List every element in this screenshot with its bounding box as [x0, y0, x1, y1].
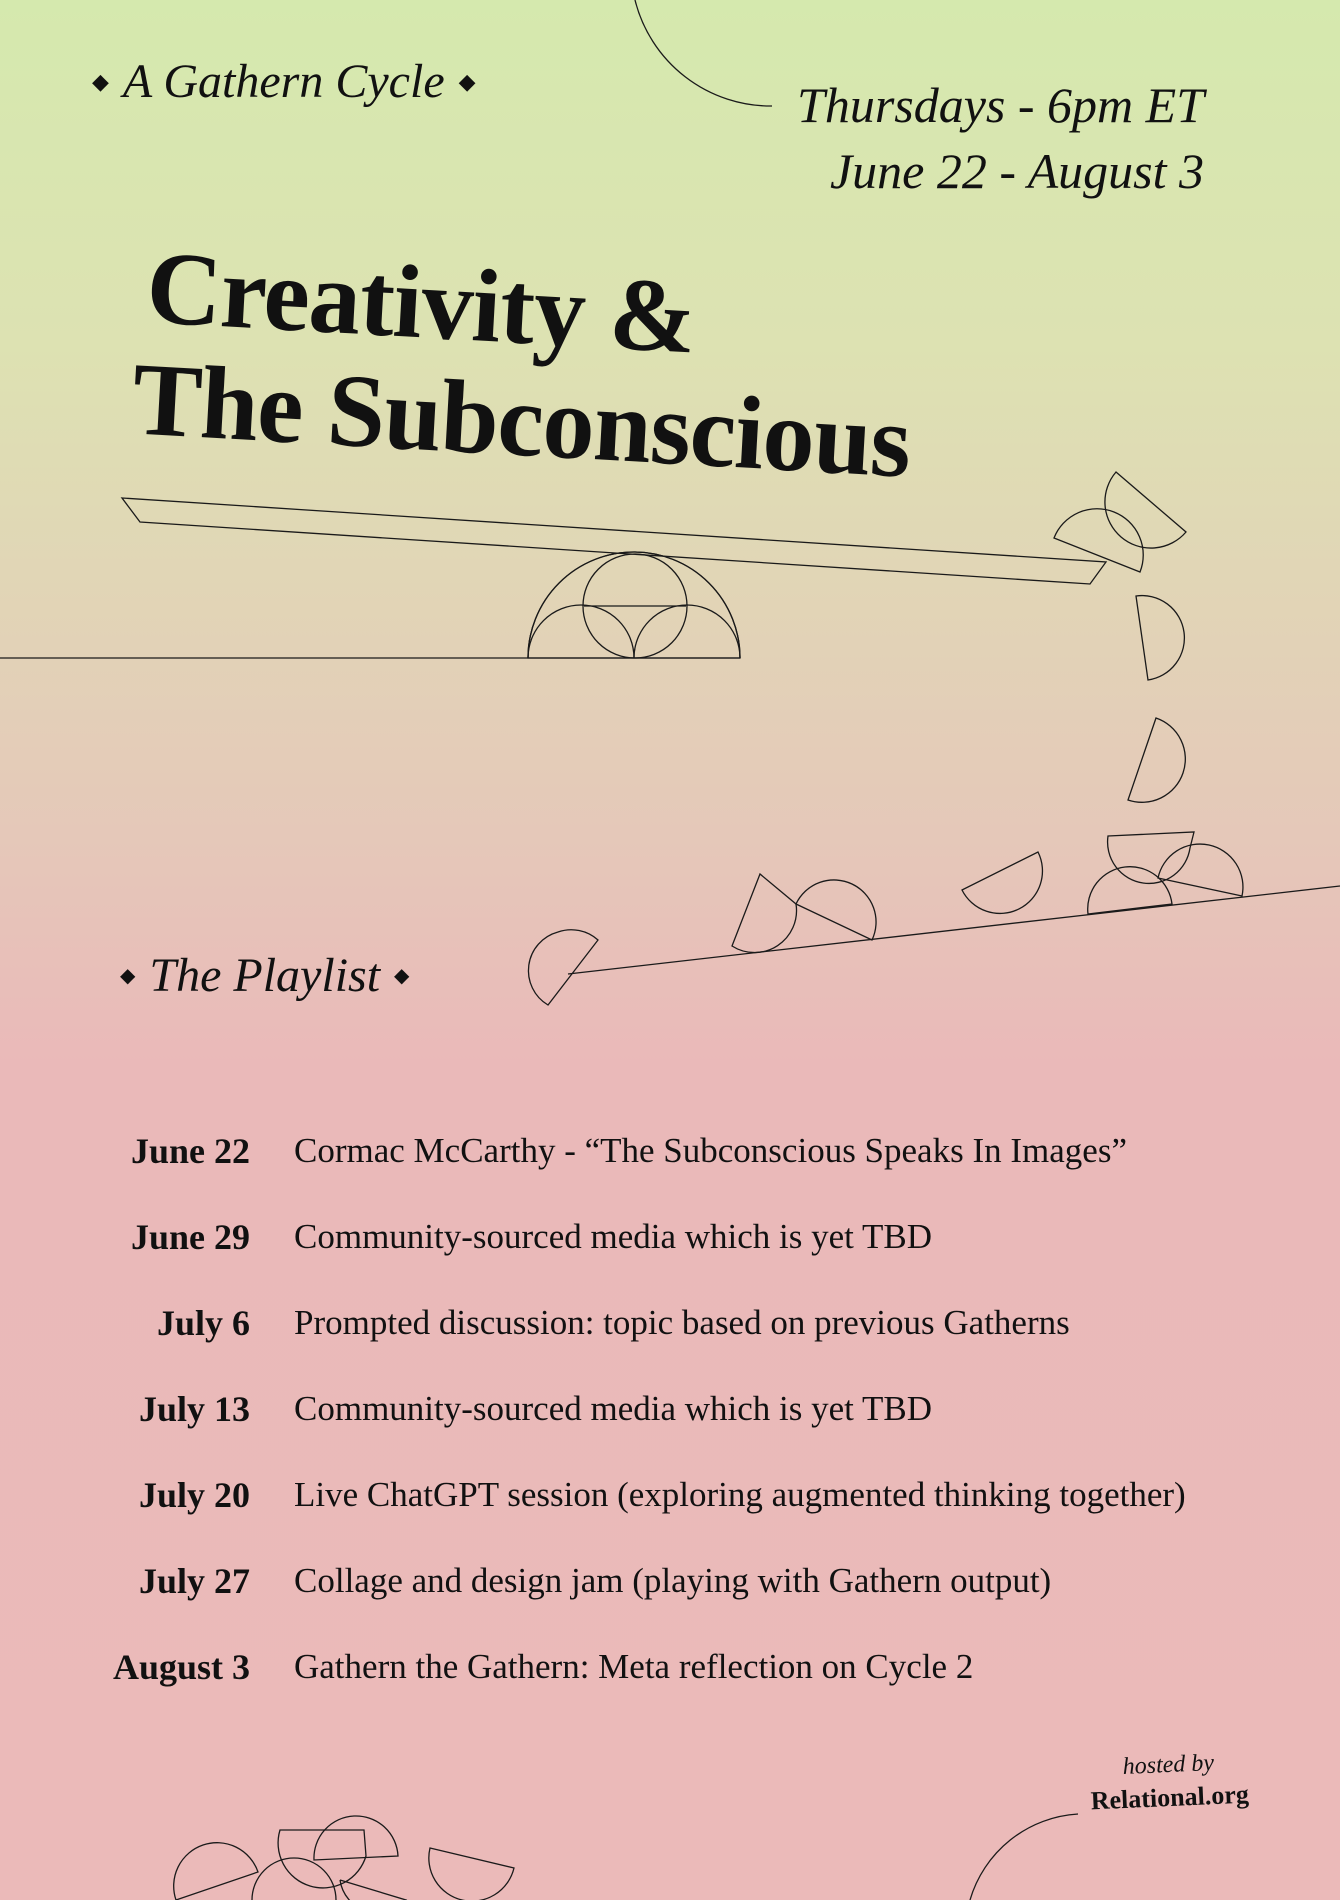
playlist-heading-text: The Playlist [149, 949, 381, 1002]
falling-half-4 [1128, 718, 1185, 802]
item-date: July 6 [156, 1303, 250, 1343]
playlist-list [60, 1108, 1330, 1710]
diamond-icon: ◆ [120, 965, 136, 988]
bottom-half-1 [174, 1843, 258, 1900]
page-title [129, 230, 919, 500]
item-date: July 20 [138, 1475, 250, 1515]
seesaw-plank [122, 498, 1106, 584]
item-date: July 13 [138, 1389, 250, 1429]
fulcrum-half-left [528, 552, 740, 658]
bottom-half-2 [252, 1858, 336, 1900]
schedule-dates: June 22 - August 3 [829, 143, 1204, 199]
title-line-1: Creativity & [143, 230, 699, 376]
item-date: July 27 [138, 1561, 250, 1601]
kicker-text: A Gathern Cycle [122, 55, 445, 108]
item-description: Cormac McCarthy - “The Subconscious Speaks In Images” [294, 1131, 1127, 1170]
falling-half-3 [1136, 596, 1184, 680]
list-item [60, 1280, 1330, 1366]
item-description: Live ChatGPT session (exploring augmented thinking together) [294, 1475, 1186, 1514]
list-item [60, 1366, 1330, 1452]
top-arc [635, 0, 772, 106]
title-line-2: The Subconscious [129, 341, 914, 500]
hosted-by-label: hosted by [1121, 1750, 1215, 1780]
list-item [60, 1538, 1330, 1624]
falling-half-1 [1054, 509, 1143, 572]
item-description: Community-sourced media which is yet TBD [294, 1389, 933, 1428]
item-date: June 22 [130, 1131, 250, 1171]
slope-line [568, 886, 1340, 974]
list-item [60, 1194, 1330, 1280]
diamond-icon: ◆ [394, 965, 410, 988]
list-item [60, 1108, 1330, 1194]
host-credit [1089, 1749, 1250, 1817]
bottom-half-5 [340, 1880, 406, 1900]
item-description: Community-sourced media which is yet TBD [294, 1217, 933, 1256]
slope-half-7 [1158, 844, 1243, 896]
item-date: June 29 [130, 1217, 250, 1257]
bottom-half-6 [429, 1848, 514, 1900]
bottom-half-4 [314, 1816, 398, 1860]
slope-half-3 [796, 880, 876, 940]
item-description: Prompted discussion: topic based on previous Gatherns [294, 1303, 1070, 1342]
item-date: August 3 [112, 1647, 250, 1687]
list-item [60, 1624, 1330, 1710]
slope-half-4 [962, 852, 1042, 913]
item-description: Collage and design jam (playing with Gathern output) [294, 1561, 1052, 1600]
bottom-right-arc [970, 1814, 1078, 1900]
list-item [60, 1452, 1330, 1538]
slope-half-2 [732, 874, 797, 953]
schedule [797, 72, 1204, 204]
slope-half-6 [1108, 832, 1194, 883]
cycle-kicker [92, 54, 490, 109]
falling-half-2 [1105, 472, 1186, 548]
playlist-heading [120, 948, 423, 1003]
item-description: Gathern the Gathern: Meta reflection on Cycle 2 [294, 1647, 974, 1686]
schedule-time: Thursdays - 6pm ET [797, 77, 1204, 133]
bottom-half-3 [278, 1830, 366, 1888]
diamond-icon: ◆ [458, 68, 476, 94]
diamond-icon: ◆ [92, 68, 109, 94]
host-org: Relational.org [1089, 1779, 1250, 1816]
fulcrum-half-right [528, 552, 740, 658]
slope-half-1 [528, 930, 598, 1005]
